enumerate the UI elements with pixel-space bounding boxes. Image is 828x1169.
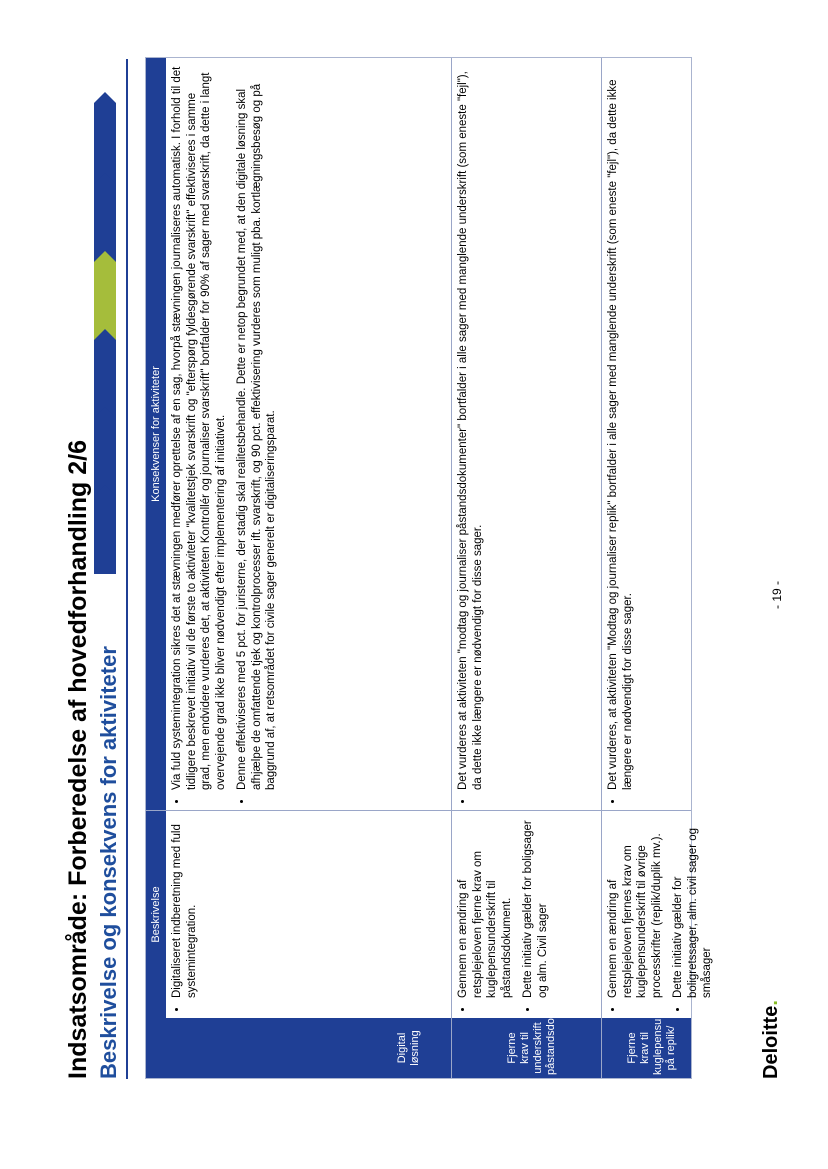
progress-step-2 [94,404,116,496]
column-divider [146,810,691,811]
row-label-digital: Digital løsning [396,1030,421,1066]
row-2-consequence-item: • Det vurderes at aktiviteten "modtag og journaliser påstandsdokumenter" bortfalder i alle sager med manglende underskrift (som eneste "fejl"), da dette ikke længere er nødvendigt for disse sager. [456,66,485,790]
progress-step-1 [94,482,116,574]
logo-dot: . [760,1000,782,1006]
logo-text: Deloitte [760,1005,782,1079]
row-label-column [166,973,691,1078]
progress-chevrons [94,84,116,574]
row-2-description [452,811,600,1018]
progress-step-6 [94,92,116,184]
page-subtitle: Beskrivelse og konsekvens for aktiviteter [96,646,121,1079]
page-title: Indsatsområde: Forberedelse af hovedforhandling 2/6 [64,439,92,1079]
row-1-consequence-item: • Denne effektiviseres med 5 pct. for juristerne, der stadig skal realitetsbehandle. Dette er netop begrundet med, at den digitale løsning skal afhjælpe de omfattende tjek og kontrolprocesser ift. svarskrift, og 90 pct. effektivisering vurderes som muligt pba. kortlægningsbesøg og på baggrund af, at retsområdet for civile sager generelt er digitaliseringsparat. [235,66,279,790]
row-2-consequences [452,58,600,810]
page-number: - 19 - [770,580,784,609]
row-3-description-item: • Gennem en ændring af retsplejeloven fjernes krav om kuglepensunderskrift til øvrige processkrifter (replik/duplik mv.). [606,819,664,998]
row-1-description [166,811,451,1018]
progress-step-5 [94,170,116,262]
progress-step-4 [94,248,116,340]
row-1-consequences [166,58,451,810]
header-consequence: Konsekvenser for aktiviteter [146,58,166,810]
row-label-paastand: Fjerne krav til underskrift påstandsdok. [506,1009,557,1075]
title-divider [126,59,128,1079]
deloitte-logo [760,1000,783,1079]
activities-table [145,57,713,1079]
row-3-consequence-item: • Det vurderes, at aktiviteten "Modtag og journaliser replik" bortfalder i alle sager med manglende underskrift (som eneste "fejl"), da dette ikke længere er nødvendigt for disse sager. [606,66,635,790]
header-description: Beskrivelse [146,811,166,1018]
table-header-corner [146,1018,166,1078]
row-3-consequences [602,58,691,810]
row-1-description-item: • Digitaliseret indberetning med fuld systemintegration. [170,819,199,998]
row-label-replik: Fjerne krav til kuglepensunderskrift på replik/ [626,973,677,1075]
row-3-description [602,811,713,1018]
progress-step-3 [94,326,116,418]
row-2-description-item: • Gennem en ændring af retsplejeloven fjerne krav om kuglepensunderskrift til påstandsdokument. [456,819,514,998]
row-2-description-item: • Dette initiativ gælder for boligsager og alm. Civil sager [521,819,550,998]
row-1-consequence-item: • Via fuld systemintegration sikres det at stævningen medfører oprettelse af en sag, hvorpå stævningen journaliseres automatisk. I forhold til det tidligere beskrevet initiativ vil de første to aktiviteter "kvalitetstjek svarskrift og "efterspørg fyldesgørende svarskrift" effektiviseres i samme grad, men endvidere vurderes det, at aktiviteten Kontrollér og journaliser svarskrift" bortfalder for 90% af sager med svarskrift, da dette i langt overvejende grad ikke bliver nødvendigt efter implementering af initiativet. [170,66,228,790]
row-3-description-item: • Dette initiativ gælder for boligretssager, alm. civil sager og småsager [671,819,715,998]
